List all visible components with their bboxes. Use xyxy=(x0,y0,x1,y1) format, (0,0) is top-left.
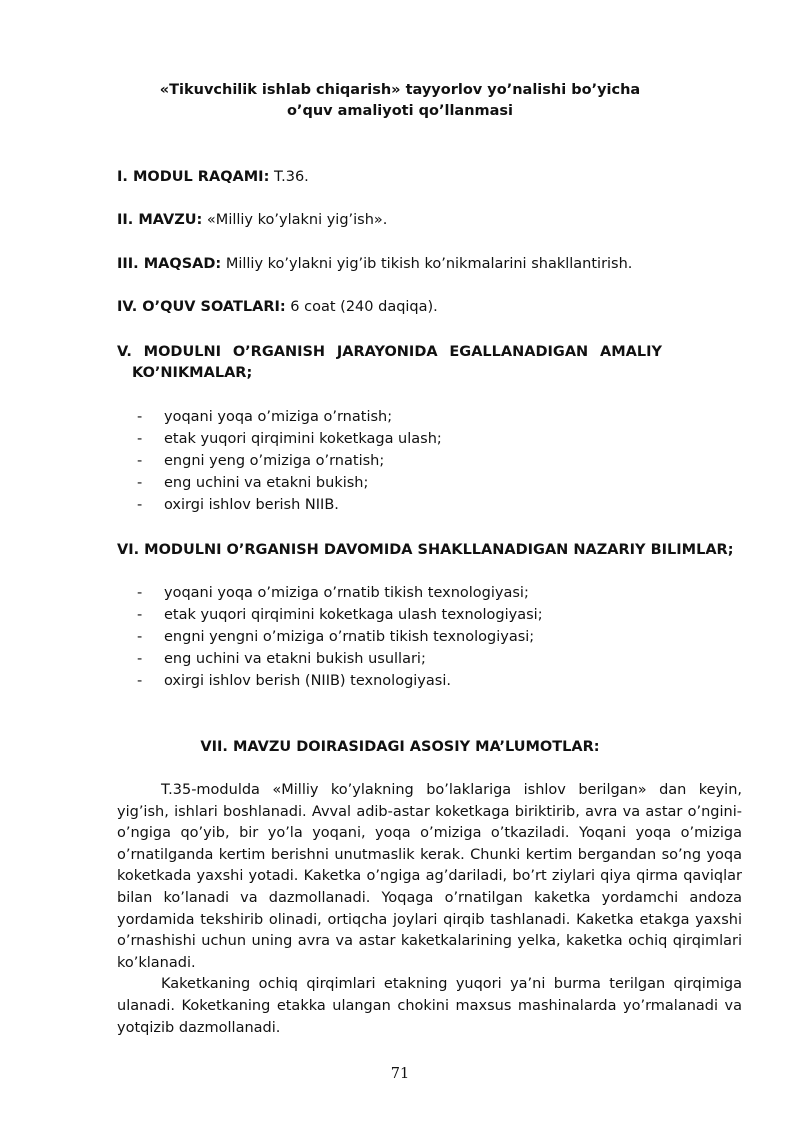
list-item: - etak yuqori qirqimini koketkaga ulash texnologiyasi; xyxy=(137,604,543,626)
document-title xyxy=(0,80,800,122)
section-theory-knowledge-heading: VI. MODULNI O’RGANISH DAVOMIDA SHAKLLANADIGAN NAZARIY BILIMLAR; xyxy=(117,542,734,558)
section-goal xyxy=(117,254,737,275)
page-number: 71 xyxy=(390,1066,410,1082)
list-item: - oxirgi ishlov berish (NIIB) texnologiyasi. xyxy=(137,670,543,692)
body-text xyxy=(117,780,742,1039)
list-item: - yoqani yoqa o’miziga o’rnatish; xyxy=(137,406,442,428)
dash-bullet: - xyxy=(137,475,143,491)
dash-bullet: - xyxy=(137,453,143,469)
paragraph: T.35-modulda «Milliy ko’ylakning bo’laklariga ishlov berilgan» dan keyin, yig’ish, ishlari boshlanadi. Avval adib-astar koketkaga biriktirib, avra va astar o’ngini-o’ngiga qo’yib, bir yo’la yoqani, yoqa o’miziga o’tkaziladi. Yoqani yoqa o’miziga o’rnatilganda kertim berishni unutmaslik kerak. Chunki kertim bergandan so’ng yoqa koketkada yaxshi yotadi. Kaketka o’ngiga ag’dariladi, bo’rt ziylari qiya qirma qaviqlar bilan ko’lanadi va dazmollanadi. Yoqaga o’rnatilgan kaketka yordamchi andoza yordamida tekshirib olinadi, ortiqcha joylari qirqib tashlanadi. Kaketka etakga yaxshi o’rnashishi uchun uning avra va astar kaketkalarining yelka, kaketka ochiq qirqimlari ko’klanadi. xyxy=(117,782,742,971)
dash-bullet: - xyxy=(137,585,143,601)
list-item: - eng uchini va etakni bukish usullari; xyxy=(137,648,543,670)
section-label: I. MODUL RAQAMI: xyxy=(117,169,270,185)
list-item: - etak yuqori qirqimini koketkaga ulash; xyxy=(137,428,442,450)
section-value: 6 coat (240 daqiqa). xyxy=(285,299,438,315)
list-item: - engni yeng o’miziga o’rnatish; xyxy=(137,450,442,472)
list-item: - engni yengni o’miziga o’rnatib tikish texnologiyasi; xyxy=(137,626,543,648)
list-item: - yoqani yoqa o’miziga o’rnatib tikish texnologiyasi; xyxy=(137,582,543,604)
paragraph: Kaketkaning ochiq qirqimlari etakning yuqori ya’ni burma terilgan qirqimiga ulanadi. Koketkaning etakka ulangan chokini maxsus mashinalarda yo’rmalanadi va yotqizib dazmollanadi. xyxy=(117,976,742,1036)
section-value: Milliy ko’ylakni yig’ib tikish ko’nikmalarini shakllantirish. xyxy=(221,256,633,272)
title-line-1: «Tikuvchilik ishlab chiqarish» tayyorlov yo’nalishi bo’yicha xyxy=(159,82,641,98)
main-info-heading: VII. MAVZU DOIRASIDAGI ASOSIY MA’LUMOTLAR: xyxy=(200,739,600,755)
section-heading-line-1: V. MODULNI O’RGANISH JARAYONIDA EGALLANADIGAN AMALIY xyxy=(117,344,662,360)
skills-list xyxy=(137,406,442,516)
list-item: - oxirgi ishlov berish NIIB. xyxy=(137,494,442,516)
title-line-2: o’quv amaliyoti qo’llanmasi xyxy=(286,103,514,119)
section-label: II. MAVZU: xyxy=(117,212,203,228)
section-module-number xyxy=(117,167,737,188)
section-value: T.36. xyxy=(269,169,309,185)
section-label: III. MAQSAD: xyxy=(117,256,222,272)
section-heading-line-2: KO’NIKMALAR; xyxy=(132,365,253,381)
dash-bullet: - xyxy=(137,497,143,513)
dash-bullet: - xyxy=(137,431,143,447)
section-practical-skills-heading xyxy=(117,342,662,384)
list-item: - eng uchini va etakni bukish; xyxy=(137,472,442,494)
section-value: «Milliy ko’ylakni yig’ish». xyxy=(202,212,388,228)
dash-bullet: - xyxy=(137,607,143,623)
dash-bullet: - xyxy=(137,673,143,689)
section-study-hours xyxy=(117,297,737,318)
dash-bullet: - xyxy=(137,409,143,425)
dash-bullet: - xyxy=(137,629,143,645)
dash-bullet: - xyxy=(137,651,143,667)
section-topic xyxy=(117,210,737,231)
knowledge-list xyxy=(137,582,543,692)
section-label: IV. O’QUV SOATLARI: xyxy=(117,299,286,315)
